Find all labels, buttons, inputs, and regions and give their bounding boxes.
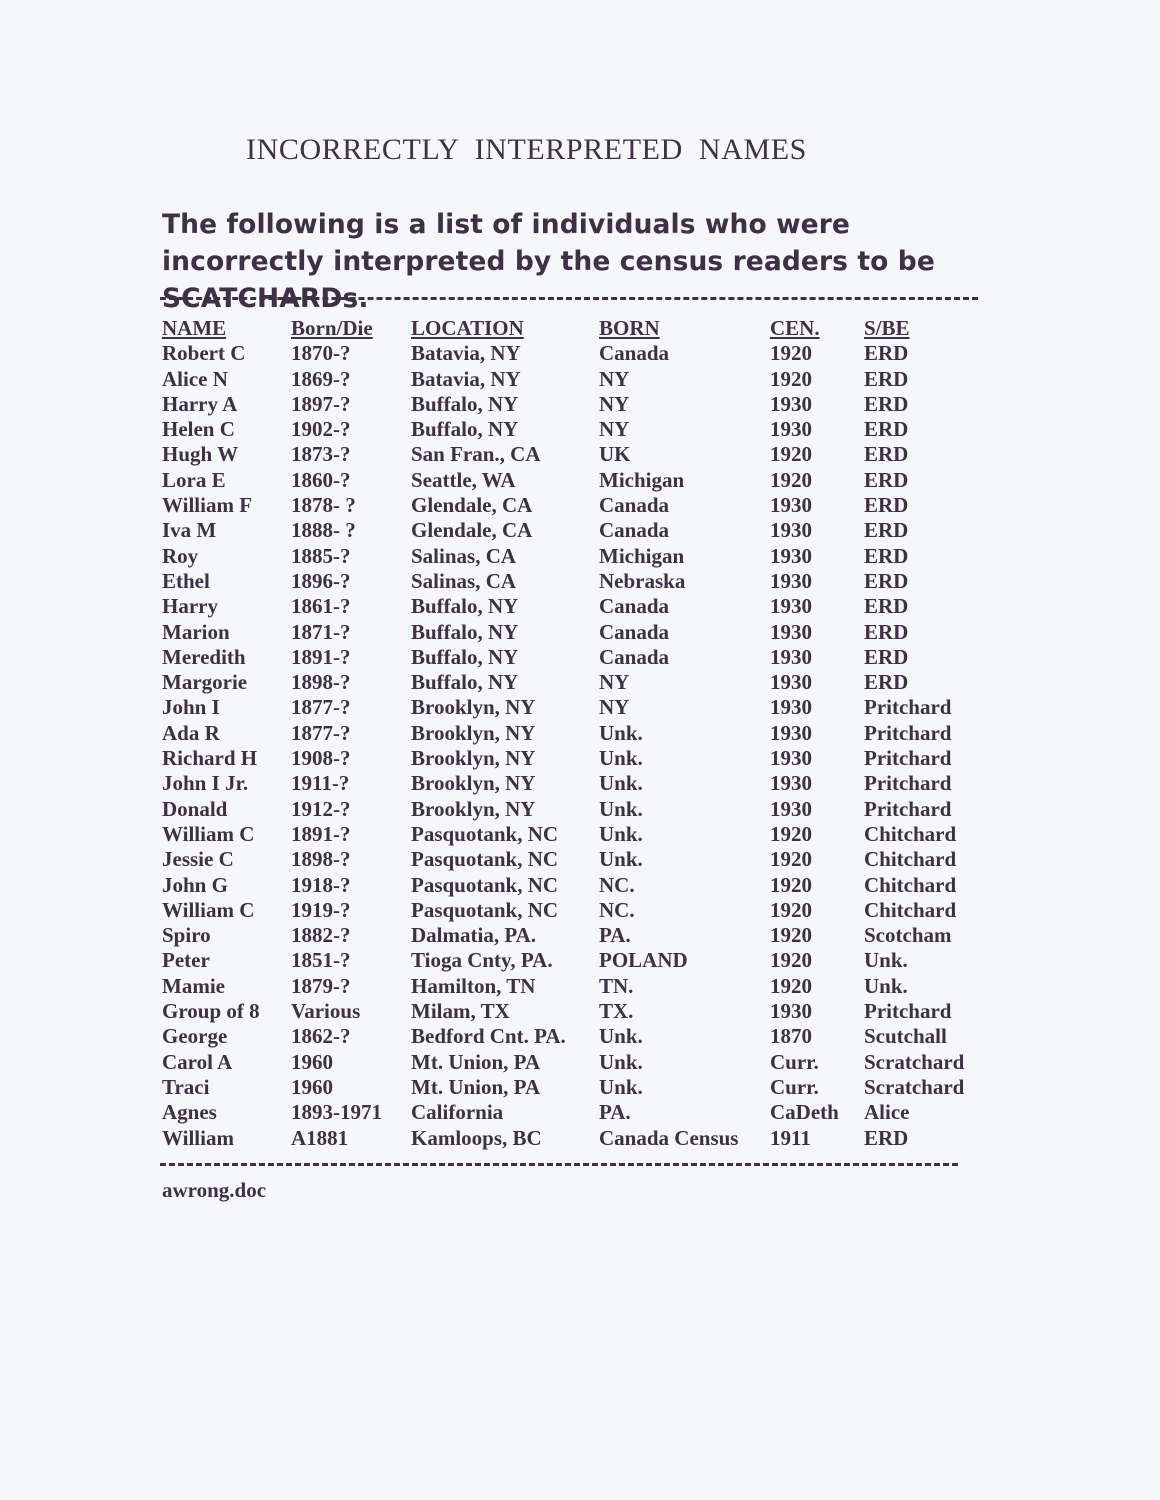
table-row	[162, 1126, 974, 1151]
table-row	[162, 544, 974, 569]
cell-name: Jessie C	[162, 847, 234, 872]
cell-born: Nebraska	[599, 568, 686, 593]
cell-name: Marion	[162, 619, 230, 644]
cell-name: William	[162, 1125, 234, 1150]
cell-census: 1930	[770, 619, 812, 644]
cell-born: Unk.	[599, 1024, 643, 1049]
cell-location: Salinas, CA	[411, 543, 517, 568]
cell-born: NC.	[599, 897, 635, 922]
cell-location: Bedford Cnt. PA.	[411, 1024, 566, 1049]
cell-sbe: ERD	[864, 341, 909, 366]
table-row	[162, 771, 974, 796]
cell-sbe: Pritchard	[864, 796, 952, 821]
cell-location: Glendale, CA	[411, 518, 533, 543]
cell-census: 1920	[770, 897, 812, 922]
cell-census: Curr.	[770, 1049, 819, 1074]
cell-census: 1930	[770, 518, 812, 543]
table-row	[162, 468, 974, 493]
table-row	[162, 898, 974, 923]
table-row	[162, 670, 974, 695]
cell-sbe: Pritchard	[864, 720, 952, 745]
cell-sbe: ERD	[864, 670, 909, 695]
table-row	[162, 746, 974, 771]
cell-census: 1930	[770, 670, 812, 695]
cell-born-die: 1896-?	[291, 568, 351, 593]
column-header-name: NAME	[162, 316, 227, 340]
cell-location: Brooklyn, NY	[411, 746, 536, 771]
table-row	[162, 392, 974, 417]
table-row	[162, 442, 974, 467]
cell-location: Dalmatia, PA.	[411, 923, 537, 948]
cell-census: 1920	[770, 948, 812, 973]
cell-born-die: 1861-?	[291, 594, 351, 619]
cell-name: John I Jr.	[162, 771, 249, 796]
table-row	[162, 873, 974, 898]
cell-born-die: 1870-?	[291, 341, 351, 366]
cell-born: Unk.	[599, 1074, 643, 1099]
cell-location: Pasquotank, NC	[411, 847, 559, 872]
cell-name: Margorie	[162, 670, 248, 695]
cell-location: Buffalo, NY	[411, 594, 519, 619]
table-row	[162, 695, 974, 720]
column-header-location: LOCATION	[411, 316, 524, 340]
cell-census: 1930	[770, 568, 812, 593]
cell-sbe: ERD	[864, 391, 909, 416]
table-row	[162, 797, 974, 822]
cell-sbe: Chitchard	[864, 897, 957, 922]
cell-sbe: ERD	[864, 467, 909, 492]
cell-location: Hamilton, TN	[411, 973, 536, 998]
cell-born: NY	[599, 695, 630, 720]
cell-born-die: 1912-?	[291, 796, 351, 821]
table-header-row	[162, 316, 974, 341]
cell-name: John G	[162, 872, 228, 897]
table-row	[162, 847, 974, 872]
cell-born: NC.	[599, 872, 635, 897]
cell-born-die: 1879-?	[291, 973, 351, 998]
cell-sbe: Scotcham	[864, 923, 952, 948]
cell-born-die: 1919-?	[291, 897, 351, 922]
cell-sbe: ERD	[864, 493, 909, 518]
cell-born-die: 1851-?	[291, 948, 351, 973]
cell-location: Pasquotank, NC	[411, 872, 559, 897]
table-row	[162, 1050, 974, 1075]
cell-name: William F	[162, 493, 253, 518]
cell-name: Donald	[162, 796, 228, 821]
cell-location: Buffalo, NY	[411, 670, 519, 695]
cell-census: 1920	[770, 341, 812, 366]
cell-census: 1930	[770, 493, 812, 518]
cell-census: 1920	[770, 872, 812, 897]
table-row	[162, 367, 974, 392]
cell-born: NY	[599, 670, 630, 695]
cell-census: 1930	[770, 695, 812, 720]
cell-sbe: Chitchard	[864, 821, 957, 846]
table-row	[162, 417, 974, 442]
cell-name: John I	[162, 695, 220, 720]
names-table	[162, 316, 974, 1151]
cell-sbe: Scratchard	[864, 1049, 965, 1074]
cell-name: Lora E	[162, 467, 226, 492]
cell-location: Brooklyn, NY	[411, 695, 536, 720]
cell-name: Mamie	[162, 973, 225, 998]
cell-location: Brooklyn, NY	[411, 771, 536, 796]
cell-name: Ethel	[162, 568, 210, 593]
table-body	[162, 341, 974, 1151]
cell-sbe: Unk.	[864, 973, 908, 998]
table-row	[162, 1024, 974, 1049]
cell-sbe: Unk.	[864, 948, 908, 973]
cell-born: Michigan	[599, 543, 685, 568]
dashed-divider-top	[160, 297, 978, 300]
cell-location: Batavia, NY	[411, 366, 521, 391]
table-row	[162, 341, 974, 366]
cell-sbe: Alice	[864, 1100, 910, 1125]
cell-census: 1930	[770, 644, 812, 669]
cell-census: 1930	[770, 720, 812, 745]
cell-born-die: 1871-?	[291, 619, 351, 644]
table-row	[162, 974, 974, 999]
cell-born: NY	[599, 366, 630, 391]
page-title: INCORRECTLY INTERPRETED NAMES	[246, 133, 807, 166]
cell-name: William C	[162, 897, 255, 922]
cell-born-die: 1902-?	[291, 417, 351, 442]
table-row	[162, 1100, 974, 1125]
cell-sbe: ERD	[864, 442, 909, 467]
cell-born-die: 1888- ?	[291, 518, 356, 543]
cell-name: Spiro	[162, 923, 211, 948]
cell-census: 1920	[770, 467, 812, 492]
cell-born: Canada	[599, 644, 670, 669]
cell-location: Seattle, WA	[411, 467, 516, 492]
cell-census: 1930	[770, 543, 812, 568]
cell-location: Batavia, NY	[411, 341, 521, 366]
cell-born-die: 1873-?	[291, 442, 351, 467]
cell-born-die: 1908-?	[291, 746, 351, 771]
cell-census: 1930	[770, 771, 812, 796]
cell-location: Kamloops, BC	[411, 1125, 542, 1150]
cell-name: George	[162, 1024, 228, 1049]
cell-census: 1870	[770, 1024, 812, 1049]
cell-location: Pasquotank, NC	[411, 821, 559, 846]
cell-sbe: Scutchall	[864, 1024, 947, 1049]
cell-census: 1911	[770, 1125, 811, 1150]
cell-sbe: Chitchard	[864, 847, 957, 872]
cell-born: Unk.	[599, 720, 643, 745]
cell-born-die: 1891-?	[291, 644, 351, 669]
cell-sbe: ERD	[864, 644, 909, 669]
cell-name: Group of 8	[162, 999, 260, 1024]
table-row	[162, 822, 974, 847]
cell-location: Mt. Union, PA	[411, 1074, 541, 1099]
cell-name: Hugh W	[162, 442, 239, 467]
cell-sbe: ERD	[864, 518, 909, 543]
cell-sbe: Pritchard	[864, 746, 952, 771]
cell-sbe: ERD	[864, 543, 909, 568]
table-row	[162, 721, 974, 746]
cell-census: 1930	[770, 999, 812, 1024]
cell-name: Helen C	[162, 417, 235, 442]
intro-paragraph: The following is a list of individuals who were incorrectly interpreted by the census readers to be SCATCHARDs.	[162, 209, 935, 314]
cell-census: 1920	[770, 366, 812, 391]
cell-born-die: 1877-?	[291, 695, 351, 720]
cell-location: Buffalo, NY	[411, 391, 519, 416]
cell-born: PA.	[599, 1100, 631, 1125]
cell-location: Glendale, CA	[411, 493, 533, 518]
table-row	[162, 493, 974, 518]
cell-location: Buffalo, NY	[411, 619, 519, 644]
cell-name: Harry A	[162, 391, 238, 416]
cell-born-die: 1862-?	[291, 1024, 351, 1049]
cell-location: Brooklyn, NY	[411, 796, 536, 821]
cell-born: PA.	[599, 923, 631, 948]
cell-born: Unk.	[599, 847, 643, 872]
cell-sbe: ERD	[864, 1125, 909, 1150]
cell-census: 1920	[770, 923, 812, 948]
cell-location: Buffalo, NY	[411, 644, 519, 669]
cell-name: Agnes	[162, 1100, 217, 1125]
cell-census: 1920	[770, 973, 812, 998]
cell-born-die: Various	[291, 999, 361, 1024]
cell-census: 1930	[770, 746, 812, 771]
cell-born: NY	[599, 391, 630, 416]
cell-census: Curr.	[770, 1074, 819, 1099]
table-row	[162, 948, 974, 973]
cell-born-die: 1891-?	[291, 821, 351, 846]
table-row	[162, 1075, 974, 1100]
column-header-born-die: Born/Die	[291, 316, 373, 340]
cell-born-die: 1960	[291, 1074, 333, 1099]
cell-born-die: 1960	[291, 1049, 333, 1074]
cell-sbe: Scratchard	[864, 1074, 965, 1099]
column-header-born: BORN	[599, 316, 660, 340]
cell-sbe: ERD	[864, 619, 909, 644]
file-name: awrong.doc	[162, 1178, 267, 1202]
cell-born: TX.	[599, 999, 634, 1024]
cell-born-die: 1898-?	[291, 847, 351, 872]
cell-location: Pasquotank, NC	[411, 897, 559, 922]
cell-name: Roy	[162, 543, 199, 568]
cell-census: 1930	[770, 391, 812, 416]
cell-census: 1920	[770, 821, 812, 846]
cell-born-die: 1897-?	[291, 391, 351, 416]
cell-name: William C	[162, 821, 255, 846]
cell-census: 1930	[770, 417, 812, 442]
dashed-divider-bottom	[160, 1163, 958, 1166]
cell-born: Canada	[599, 619, 670, 644]
cell-born-die: 1860-?	[291, 467, 351, 492]
cell-census: 1920	[770, 847, 812, 872]
table-row	[162, 645, 974, 670]
cell-born-die: 1911-?	[291, 771, 350, 796]
cell-born: UK	[599, 442, 631, 467]
cell-sbe: ERD	[864, 568, 909, 593]
cell-name: Robert C	[162, 341, 246, 366]
cell-born: Unk.	[599, 771, 643, 796]
table-row	[162, 620, 974, 645]
cell-born-die: 1918-?	[291, 872, 351, 897]
cell-location: Tioga Cnty, PA.	[411, 948, 553, 973]
cell-name: Alice N	[162, 366, 228, 391]
cell-born: Canada	[599, 493, 670, 518]
cell-name: Ada R	[162, 720, 220, 745]
cell-born: Canada	[599, 518, 670, 543]
table-row	[162, 923, 974, 948]
cell-location: Milam, TX	[411, 999, 510, 1024]
cell-sbe: Chitchard	[864, 872, 957, 897]
cell-census: 1920	[770, 442, 812, 467]
cell-born-die: 1898-?	[291, 670, 351, 695]
cell-born: Michigan	[599, 467, 685, 492]
cell-sbe: Pritchard	[864, 999, 952, 1024]
cell-born-die: A1881	[291, 1125, 349, 1150]
cell-census: 1930	[770, 796, 812, 821]
cell-location: Buffalo, NY	[411, 417, 519, 442]
cell-location: California	[411, 1100, 504, 1125]
cell-born: Canada	[599, 341, 670, 366]
cell-sbe: Pritchard	[864, 771, 952, 796]
cell-name: Peter	[162, 948, 210, 973]
cell-name: Traci	[162, 1074, 210, 1099]
cell-born: Canada	[599, 594, 670, 619]
cell-born-die: 1885-?	[291, 543, 351, 568]
cell-born-die: 1878- ?	[291, 493, 356, 518]
table-row	[162, 518, 974, 543]
table-row	[162, 569, 974, 594]
cell-born-die: 1893-1971	[291, 1100, 382, 1125]
cell-sbe: ERD	[864, 366, 909, 391]
cell-born: Canada Census	[599, 1125, 739, 1150]
cell-name: Iva M	[162, 518, 217, 543]
cell-born: Unk.	[599, 796, 643, 821]
cell-sbe: ERD	[864, 417, 909, 442]
cell-location: Mt. Union, PA	[411, 1049, 541, 1074]
table-row	[162, 999, 974, 1024]
cell-sbe: Pritchard	[864, 695, 952, 720]
cell-born: TN.	[599, 973, 634, 998]
cell-name: Richard H	[162, 746, 258, 771]
cell-born-die: 1882-?	[291, 923, 351, 948]
cell-location: Brooklyn, NY	[411, 720, 536, 745]
cell-location: San Fran., CA	[411, 442, 541, 467]
cell-born: Unk.	[599, 1049, 643, 1074]
cell-born-die: 1877-?	[291, 720, 351, 745]
cell-census: 1930	[770, 594, 812, 619]
cell-born: Unk.	[599, 746, 643, 771]
cell-census: CaDeth	[770, 1100, 839, 1125]
cell-name: Harry	[162, 594, 218, 619]
cell-born: POLAND	[599, 948, 688, 973]
table-row	[162, 594, 974, 619]
cell-born: NY	[599, 417, 630, 442]
column-header-sbe: S/BE	[864, 316, 910, 340]
cell-name: Carol A	[162, 1049, 233, 1074]
cell-born-die: 1869-?	[291, 366, 351, 391]
cell-name: Meredith	[162, 644, 246, 669]
cell-sbe: ERD	[864, 594, 909, 619]
cell-location: Salinas, CA	[411, 568, 517, 593]
column-header-census: CEN.	[770, 316, 820, 340]
cell-born: Unk.	[599, 821, 643, 846]
